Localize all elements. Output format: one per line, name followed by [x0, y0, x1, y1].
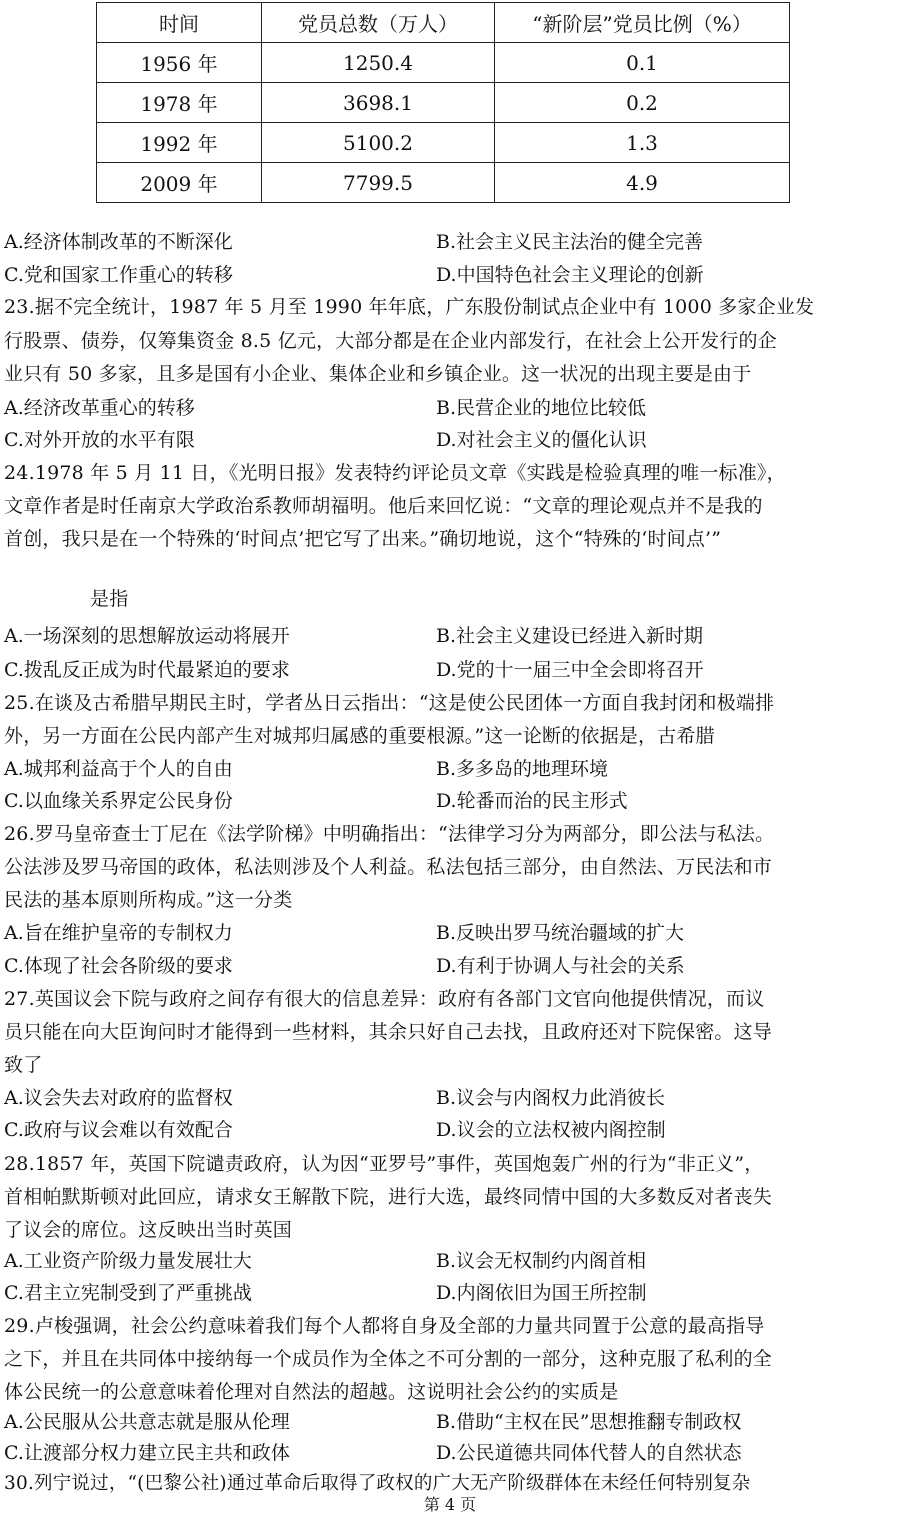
- q27-option-a: A.议会失去对政府的监督权: [4, 1087, 233, 1109]
- q29-option-d: D.公民道德共同体代替人的自然状态: [436, 1442, 742, 1464]
- q26-stem-line: 26.罗马皇帝查士丁尼在《法学阶梯》中明确指出：“法律学习分为两部分，即公法与私法。: [4, 823, 775, 845]
- q25-option-d: D.轮番而治的民主形式: [436, 790, 628, 812]
- q27-stem-line: 员只能在向大臣询问时才能得到一些材料，其余只好自己去找，且政府还对下院保密。这导: [4, 1021, 773, 1043]
- q27-option-b: B.议会与内阁权力此消彼长: [436, 1087, 666, 1109]
- q29-option-a: A.公民服从公共意志就是服从伦理: [4, 1411, 290, 1433]
- q24-option-d: D.党的十一届三中全会即将召开: [436, 659, 704, 681]
- q28-option-a: A.工业资产阶级力量发展壮大: [4, 1250, 252, 1272]
- q23-option-b: B.民营企业的地位比较低: [436, 397, 647, 419]
- q29-option-b: B.借助“主权在民”思想推翻专制政权: [436, 1411, 742, 1433]
- table-header: “新阶层”党员比例（%）: [495, 3, 790, 43]
- q27-option-d: D.议会的立法权被内阁控制: [436, 1119, 666, 1141]
- table-cell: 4.9: [495, 163, 790, 203]
- q26-stem-line: 公法涉及罗马帝国的政体，私法则涉及个人利益。私法包括三部分，由自然法、万民法和市: [4, 856, 773, 878]
- q25-stem-line: 外，另一方面在公民内部产生对城邦归属感的重要根源。”这一论断的依据是，古希腊: [4, 725, 715, 747]
- q24-stem-line: 24.1978 年 5 月 11 日，《光明日报》发表特约评论员文章《实践是检验真理的唯一标准》，: [4, 462, 786, 484]
- table-cell: 5100.2: [262, 123, 495, 163]
- q23-option-d: D.对社会主义的僵化认识: [436, 429, 647, 451]
- q28-option-b: B.议会无权制约内阁首相: [436, 1250, 647, 1272]
- q27-stem-line: 27.英国议会下院与政府之间存有很大的信息差异：政府有各部门文官向他提供情况，而议: [4, 988, 765, 1010]
- q23-stem-line: 23.据不完全统计，1987 年 5 月至 1990 年年底，广东股份制试点企业中有 1000 多家企业发: [4, 296, 815, 318]
- q23-option-c: C.对外开放的水平有限: [4, 429, 195, 451]
- q28-stem-line: 了议会的席位。这反映出当时英国: [4, 1219, 293, 1241]
- table-cell: 1.3: [495, 123, 790, 163]
- q28-option-d: D.内阁依旧为国王所控制: [436, 1282, 647, 1304]
- q25-option-c: C.以血缘关系界定公民身份: [4, 790, 233, 812]
- q26-option-d: D.有利于协调人与社会的关系: [436, 955, 685, 977]
- table-cell: 0.1: [495, 43, 790, 83]
- q25-option-b: B.多多岛的地理环境: [436, 758, 609, 780]
- q25-option-a: A.城邦利益高于个人的自由: [4, 758, 233, 780]
- table-cell: 1978 年: [97, 83, 262, 123]
- q27-stem-line: 致了: [4, 1054, 43, 1076]
- party-member-table: [96, 2, 790, 203]
- q29-stem-line: 之下，并且在共同体中接纳每一个成员作为全体之不可分割的一部分，这种克服了私利的全: [4, 1348, 773, 1370]
- table-cell: 1992 年: [97, 123, 262, 163]
- table-header: 时间: [97, 3, 262, 43]
- table-cell: 3698.1: [262, 83, 495, 123]
- table-cell: 7799.5: [262, 163, 495, 203]
- q24-option-c: C.拨乱反正成为时代最紧迫的要求: [4, 659, 290, 681]
- table-row: [97, 163, 790, 203]
- q23-stem-line: 行股票、债券，仅筹集资金 8.5 亿元，大部分都是在企业内部发行，在社会上公开发行的企: [4, 330, 777, 352]
- table-header: 党员总数（万人）: [262, 3, 495, 43]
- q24-option-b: B.社会主义建设已经进入新时期: [436, 625, 704, 647]
- q22-option-a: A.经济体制改革的不断深化: [4, 231, 233, 253]
- q28-stem-line: 首相帕默斯顿对此回应，请求女王解散下院，进行大选，最终同情中国的大多数反对者丧失: [4, 1186, 773, 1208]
- q22-option-c: C.党和国家工作重心的转移: [4, 264, 233, 286]
- q26-option-a: A.旨在维护皇帝的专制权力: [4, 922, 233, 944]
- table-cell: 1956 年: [97, 43, 262, 83]
- q26-stem-line: 民法的基本原则所构成。”这一分类: [4, 889, 293, 911]
- table-cell: 2009 年: [97, 163, 262, 203]
- q26-option-b: B.反映出罗马统治疆域的扩大: [436, 922, 685, 944]
- table-row: [97, 43, 790, 83]
- table-row: [97, 123, 790, 163]
- q28-option-c: C.君主立宪制受到了严重挑战: [4, 1282, 252, 1304]
- page-number: 第 4 页: [423, 1495, 477, 1514]
- q24-option-a: A.一场深刻的思想解放运动将展开: [4, 625, 290, 647]
- q29-option-c: C.让渡部分权力建立民主共和政体: [4, 1442, 290, 1464]
- q24-stem-line: 是指: [90, 588, 129, 610]
- table-cell: 0.2: [495, 83, 790, 123]
- table-cell: 1250.4: [262, 43, 495, 83]
- table-row: [97, 83, 790, 123]
- q30-stem-line: 30.列宁说过，“(巴黎公社)通过革命后取得了政权的广大无产阶级群体在未经任何特别复杂: [4, 1473, 751, 1494]
- table-header-row: [97, 3, 790, 43]
- q24-stem-line: 文章作者是时任南京大学政治系教师胡福明。他后来回忆说：“文章的理论观点并不是我的: [4, 495, 763, 517]
- q22-option-b: B.社会主义民主法治的健全完善: [436, 231, 704, 253]
- q29-stem-line: 体公民统一的公意意味着伦理对自然法的超越。这说明社会公约的实质是: [4, 1381, 619, 1403]
- q28-stem-line: 28.1857 年，英国下院谴责政府，认为因“亚罗号”事件，英国炮轰广州的行为“非正义”，: [4, 1153, 764, 1175]
- q23-stem-line: 业只有 50 多家，且多是国有小企业、集体企业和乡镇企业。这一状况的出现主要是由于: [4, 363, 752, 385]
- q27-option-c: C.政府与议会难以有效配合: [4, 1119, 233, 1141]
- q23-option-a: A.经济改革重心的转移: [4, 397, 195, 419]
- q24-stem-line: 首创，我只是在一个特殊的‘时间点’把它写了出来。”确切地说，这个“特殊的‘时间点’”: [4, 528, 722, 550]
- q26-option-c: C.体现了社会各阶级的要求: [4, 955, 233, 977]
- q29-stem-line: 29.卢梭强调，社会公约意味着我们每个人都将自身及全部的力量共同置于公意的最高指导: [4, 1315, 765, 1337]
- q25-stem-line: 25.在谈及古希腊早期民主时，学者丛日云指出：“这是使公民团体一方面自我封闭和极端排: [4, 692, 775, 714]
- q22-option-d: D.中国特色社会主义理论的创新: [436, 264, 704, 286]
